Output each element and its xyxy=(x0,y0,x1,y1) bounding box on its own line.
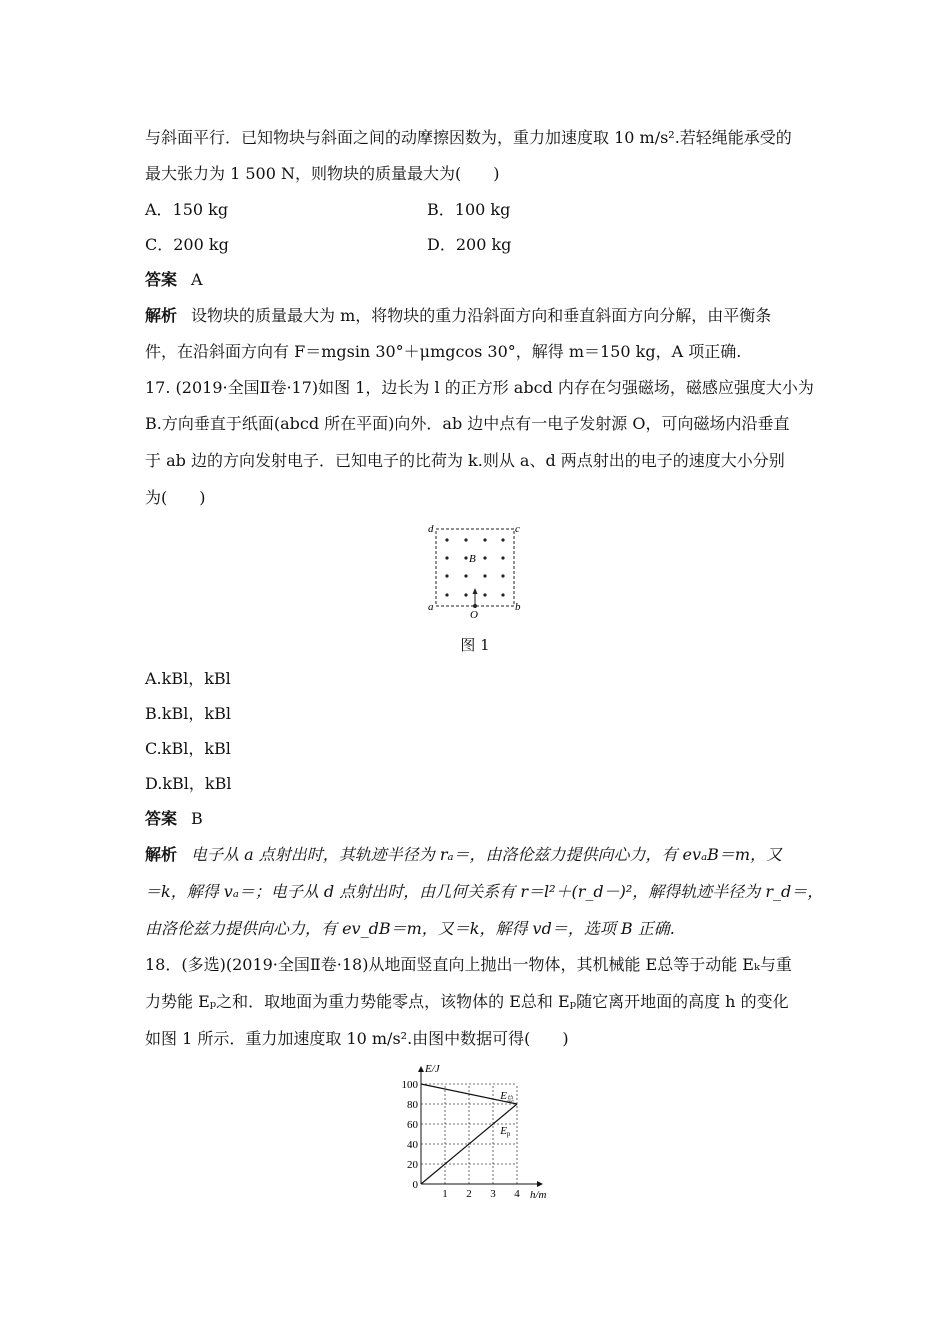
q17-option-b: B.kBl，kBl xyxy=(145,704,231,723)
q17-analysis-1 xyxy=(145,845,782,865)
magnetic-field-figure xyxy=(425,520,525,620)
series-label-e-total: E总 xyxy=(500,1090,514,1103)
q16-option-b: B．100 kg xyxy=(427,200,511,219)
energy-height-chart xyxy=(390,1060,565,1205)
y-tick-label: 100 xyxy=(401,1079,418,1091)
answer-value: B xyxy=(191,809,203,828)
corner-c: c xyxy=(515,523,520,535)
corner-b: b xyxy=(515,601,521,613)
q16-analysis-1 xyxy=(145,306,771,326)
q18-text-line-3: 如图 1 所示．重力加速度取 10 m/s².由图中数据可得( ) xyxy=(145,1029,569,1048)
corner-d: d xyxy=(428,523,434,535)
q17-analysis-2: ＝k，解得 vₐ＝；电子从 d 点射出时，由几何关系有 r＝l²＋(r_d－)²，解得轨迹半径为 r_d＝， xyxy=(145,882,824,901)
corner-a: a xyxy=(428,601,434,613)
figure-caption: 图 1 xyxy=(460,636,490,654)
analysis-text: 电子从 a 点射出时，其轨迹半径为 rₐ＝，由洛伦兹力提供向心力，有 evₐB＝m，又 xyxy=(191,845,783,864)
q17-text-line-4: 为( ) xyxy=(145,488,206,507)
answer-label: 答案 xyxy=(145,809,178,828)
q16-text-line-1: 与斜面平行．已知物块与斜面之间的动摩擦因数为，重力加速度取 10 m/s².若轻绳能承受的 xyxy=(145,128,792,147)
q16-option-a: A．150 kg xyxy=(145,200,229,219)
series-label-e-p: Ep xyxy=(500,1125,511,1138)
q17-option-d: D.kBl，kBl xyxy=(145,774,232,793)
q17-text-line-1: 17. (2019·全国Ⅱ卷·17)如图 1，边长为 l 的正方形 abcd 内存在匀强磁场，磁感应强度大小为 xyxy=(145,378,814,397)
q16-answer xyxy=(145,270,203,290)
y-axis-label: E/J xyxy=(425,1063,440,1075)
field-label-b: B xyxy=(469,553,476,565)
q16-text-line-2: 最大张力为 1 500 N，则物块的质量最大为( ) xyxy=(145,164,500,183)
q17-analysis-3: 由洛伦兹力提供向心力，有 ev_dB＝m，又＝k，解得 vd＝，选项 B 正确. xyxy=(145,919,675,938)
q18-text-line-2: 力势能 Eₚ之和．取地面为重力势能零点，该物体的 E总和 Eₚ随它离开地面的高度 h 的变化 xyxy=(145,992,789,1011)
x-axis-arrow xyxy=(537,1181,543,1187)
x-tick-label: 4 xyxy=(514,1188,520,1200)
y-tick-label: 40 xyxy=(407,1139,418,1151)
x-tick-label: 1 xyxy=(442,1188,448,1200)
x-tick-label: 2 xyxy=(466,1188,472,1200)
y-tick-label: 20 xyxy=(407,1159,418,1171)
answer-label: 答案 xyxy=(145,270,178,289)
answer-value: A xyxy=(191,270,203,289)
q18-text-line-1: 18．(多选)(2019·全国Ⅱ卷·18)从地面竖直向上抛出一物体，其机械能 E总等于动能 Eₖ与重 xyxy=(145,955,792,974)
analysis-label: 解析 xyxy=(145,845,178,864)
q17-text-line-2: B.方向垂直于纸面(abcd 所在平面)向外．ab 边中点有一电子发射源 O，可向磁场内沿垂直 xyxy=(145,414,790,433)
analysis-label: 解析 xyxy=(145,306,178,325)
q17-answer xyxy=(145,809,203,829)
y-tick-label: 80 xyxy=(407,1099,418,1111)
q16-option-d: D．200 kg xyxy=(427,235,512,254)
q17-text-line-3: 于 ab 边的方向发射电子．已知电子的比荷为 k.则从 a、d 两点射出的电子的速度大小分别 xyxy=(145,451,785,470)
analysis-text: 设物块的质量最大为 m，将物块的重力沿斜面方向和垂直斜面方向分解，由平衡条 xyxy=(191,306,772,325)
x-tick-label: 3 xyxy=(490,1188,496,1200)
q16-option-c: C．200 kg xyxy=(145,235,229,254)
q17-option-c: C.kBl，kBl xyxy=(145,739,231,758)
y-tick-label: 0 xyxy=(412,1179,418,1191)
source-o: O xyxy=(470,609,478,620)
y-tick-label: 60 xyxy=(407,1119,418,1131)
q16-analysis-2: 件，在沿斜面方向有 F＝mgsin 30°＋μmgcos 30°，解得 m＝150 kg，A 项正确. xyxy=(145,342,742,361)
q17-option-a: A.kBl，kBl xyxy=(145,669,231,688)
y-axis-arrow xyxy=(418,1066,424,1072)
x-axis-label: h/m xyxy=(530,1189,547,1201)
